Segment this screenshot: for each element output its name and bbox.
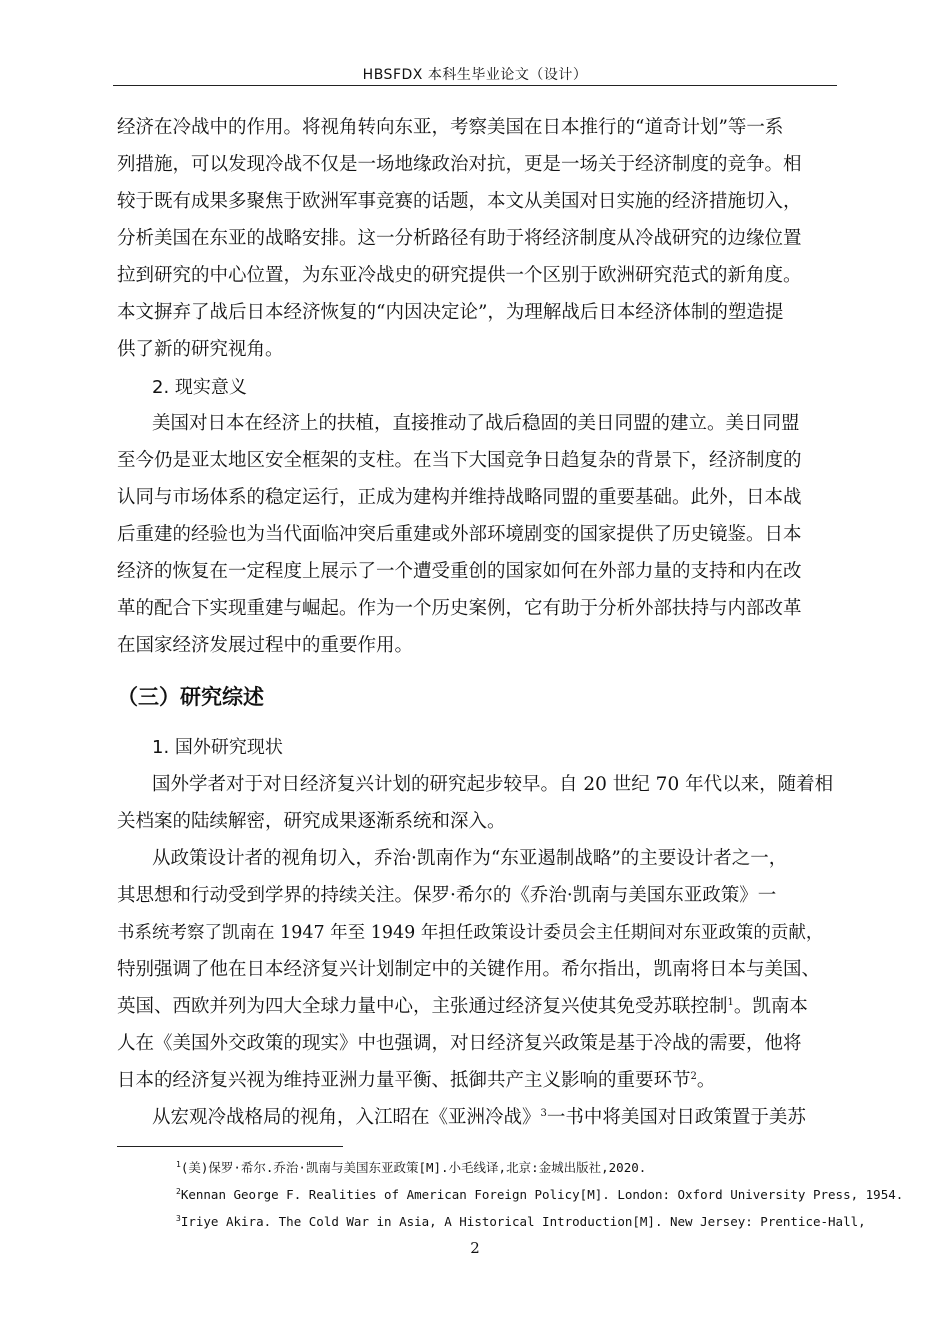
footnote xyxy=(176,1160,646,1176)
body-line: 革的配合下实现重建与崛起。作为一个历史案例，它有助于分析外部扶持与内部改革 xyxy=(117,598,802,619)
body-line: 至今仍是亚太地区安全框架的支柱。在当下大国竞争日趋复杂的背景下，经济制度的 xyxy=(117,450,802,471)
body-line: 在国家经济发展过程中的重要作用。 xyxy=(117,635,414,656)
body-line: 认同与市场体系的稳定运行，正成为建构并维持战略同盟的重要基础。此外，日本战 xyxy=(117,487,802,508)
chapter-heading: （三）研究综述 xyxy=(117,685,264,709)
footnote-mark: 3 xyxy=(176,1213,181,1223)
footnote-ref[interactable]: 2 xyxy=(690,1070,697,1082)
text-run: 英国、西欧并列为四大全球力量中心，主张通过经济复兴使其免受苏联控制 xyxy=(117,996,728,1017)
body-line: 较于既有成果多聚焦于欧洲军事竞赛的话题，本文从美国对日实施的经济措施切入， xyxy=(117,191,802,212)
body-line: 经济的恢复在一定程度上展示了一个遭受重创的国家如何在外部力量的支持和内在改 xyxy=(117,561,802,582)
subsection-heading: 1. 国外研究现状 xyxy=(152,737,283,758)
body-line: 美国对日本在经济上的扶植，直接推动了战后稳固的美日同盟的建立。美日同盟 xyxy=(152,413,800,434)
section-heading: 2. 现实意义 xyxy=(152,377,247,398)
footnote xyxy=(176,1187,903,1203)
footnote-mark: 1 xyxy=(176,1159,181,1169)
text-run: 。 xyxy=(696,1070,716,1091)
footnote-text: (美)保罗·希尔.乔治·凯南与美国东亚政策[M].小毛线译,北京:金城出版社,2020. xyxy=(180,1160,647,1175)
text-run: 一书中将美国对日政策置于美苏 xyxy=(546,1107,806,1128)
text-run: 从宏观冷战格局的视角，入江昭在《亚洲冷战》 xyxy=(152,1107,541,1128)
footnote xyxy=(176,1214,866,1230)
text-run: 。凯南本 xyxy=(733,996,808,1017)
footnote-text: Kennan George F. Realities of American Foreign Policy[M]. London: Oxford University Press, 1954. xyxy=(180,1187,904,1202)
page-number: 2 xyxy=(470,1239,480,1257)
footnote-ref[interactable]: 3 xyxy=(540,1107,547,1119)
header-rule xyxy=(113,85,837,86)
body-line xyxy=(152,1106,806,1130)
body-line: 特别强调了他在日本经济复兴计划制定中的关键作用。希尔指出，凯南将日本与美国、 xyxy=(117,959,821,980)
body-line: 书系统考察了凯南在 1947 年至 1949 年担任政策设计委员会主任期间对东亚政策的贡献， xyxy=(117,923,824,943)
body-line xyxy=(117,995,808,1019)
footnote-rule xyxy=(117,1146,343,1147)
body-line: 经济在冷战中的作用。将视角转向东亚，考察美国在日本推行的“道奇计划”等一系 xyxy=(117,117,784,138)
body-line: 列措施，可以发现冷战不仅是一场地缘政治对抗，更是一场关于经济制度的竞争。相 xyxy=(117,154,802,175)
body-line: 分析美国在东亚的战略安排。这一分析路径有助于将经济制度从冷战研究的边缘位置 xyxy=(117,228,802,249)
text-run: 日本的经济复兴视为维持亚洲力量平衡、抵御共产主义影响的重要环节 xyxy=(117,1070,691,1091)
footnote-mark: 2 xyxy=(176,1186,181,1196)
footnote-text: Iriye Akira. The Cold War in Asia, A Historical Introduction[M]. New Jersey: Prentice-Hall, xyxy=(180,1214,866,1229)
body-line: 拉到研究的中心位置，为东亚冷战史的研究提供一个区别于欧洲研究范式的新角度。 xyxy=(117,265,802,286)
body-line: 国外学者对于对日经济复兴计划的研究起步较早。自 20 世纪 70 年代以来，随着相 xyxy=(152,774,834,795)
body-line: 后重建的经验也为当代面临冲突后重建或外部环境剧变的国家提供了历史镜鉴。日本 xyxy=(117,524,802,545)
body-line: 本文摒弃了战后日本经济恢复的“内因决定论”，为理解战后日本经济体制的塑造提 xyxy=(117,302,784,323)
body-line xyxy=(117,1069,715,1093)
body-line: 人在《美国外交政策的现实》中也强调，对日经济复兴政策是基于冷战的需要，他将 xyxy=(117,1033,802,1054)
body-line: 其思想和行动受到学界的持续关注。保罗·希尔的《乔治·凯南与美国东亚政策》一 xyxy=(117,885,777,906)
body-line: 从政策设计者的视角切入，乔治·凯南作为“东亚遏制战略”的主要设计者之一， xyxy=(152,848,788,869)
body-line: 供了新的研究视角。 xyxy=(117,339,284,360)
footnote-ref[interactable]: 1 xyxy=(727,996,734,1008)
page-header: HBSFDX 本科生毕业论文（设计） xyxy=(362,67,588,83)
body-line: 关档案的陆续解密，研究成果逐渐系统和深入。 xyxy=(117,811,506,832)
